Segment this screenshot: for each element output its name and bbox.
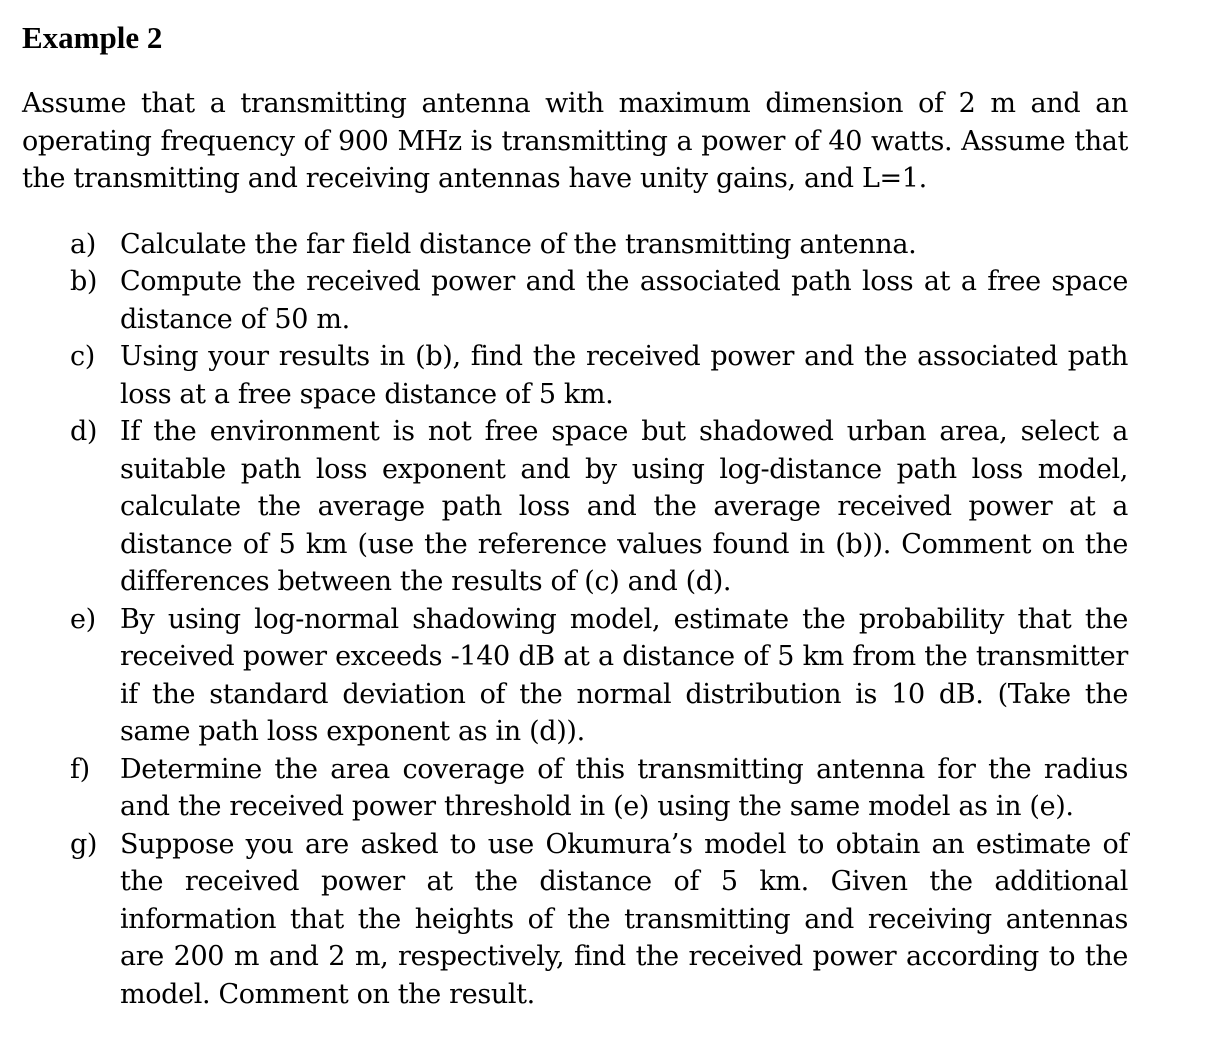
part-label: e)	[70, 603, 96, 635]
part-label: g)	[70, 828, 98, 860]
part-text: Calculate the far field distance of the transmitting antenna.	[120, 228, 917, 260]
problem-statement: Assume that a transmitting antenna with maximum dimension of 2 m and an operating frequency of 900 MHz is transmitting a power of 40 watts. Assume that the transmitting and receiving antennas have unity gains, and L=1.	[22, 88, 1128, 194]
part-text: Determine the area coverage of this transmitting antenna for the radius and the received power threshold in (e) using the same model as in (e).	[120, 753, 1128, 822]
question-part-a	[70, 226, 1128, 264]
part-text: Suppose you are asked to use Okumura’s model to obtain an estimate of the received power at the distance of 5 km. Given the additional information that the heights of the transmitting and receiving antennas are 200 m and 2 m, respectively, find the received power according to the model. Comment on the result.	[120, 828, 1128, 1010]
question-parts-list	[22, 226, 1128, 1014]
question-part-b	[70, 263, 1128, 338]
part-text: If the environment is not free space but shadowed urban area, select a suitable path loss exponent and by using log-distance path loss model, calculate the average path loss and the average received power at a distance of 5 km (use the reference values found in (b)). Comment on the differences between the results of (c) and (d).	[120, 416, 1128, 597]
question-part-e	[70, 601, 1128, 751]
part-label: d)	[70, 416, 98, 447]
question-part-g	[70, 826, 1128, 1014]
part-label: b)	[70, 266, 98, 297]
question-part-d	[70, 413, 1128, 601]
part-text: Using your results in (b), find the received power and the associated path loss at a free space distance of 5 km.	[120, 341, 1128, 410]
part-label: f)	[70, 753, 90, 785]
part-label: c)	[70, 341, 95, 372]
part-text: By using log-normal shadowing model, estimate the probability that the received power exceeds -140 dB at a distance of 5 km from the transmitter if the standard deviation of the normal distribution is 10 dB. (Take the same path loss exponent as in (d)).	[120, 603, 1128, 747]
part-text: Compute the received power and the associated path loss at a free space distance of 50 m.	[120, 266, 1128, 335]
question-part-f	[70, 751, 1128, 826]
question-part-c	[70, 338, 1128, 413]
part-label: a)	[70, 228, 96, 260]
example-heading: Example 2	[22, 20, 163, 55]
